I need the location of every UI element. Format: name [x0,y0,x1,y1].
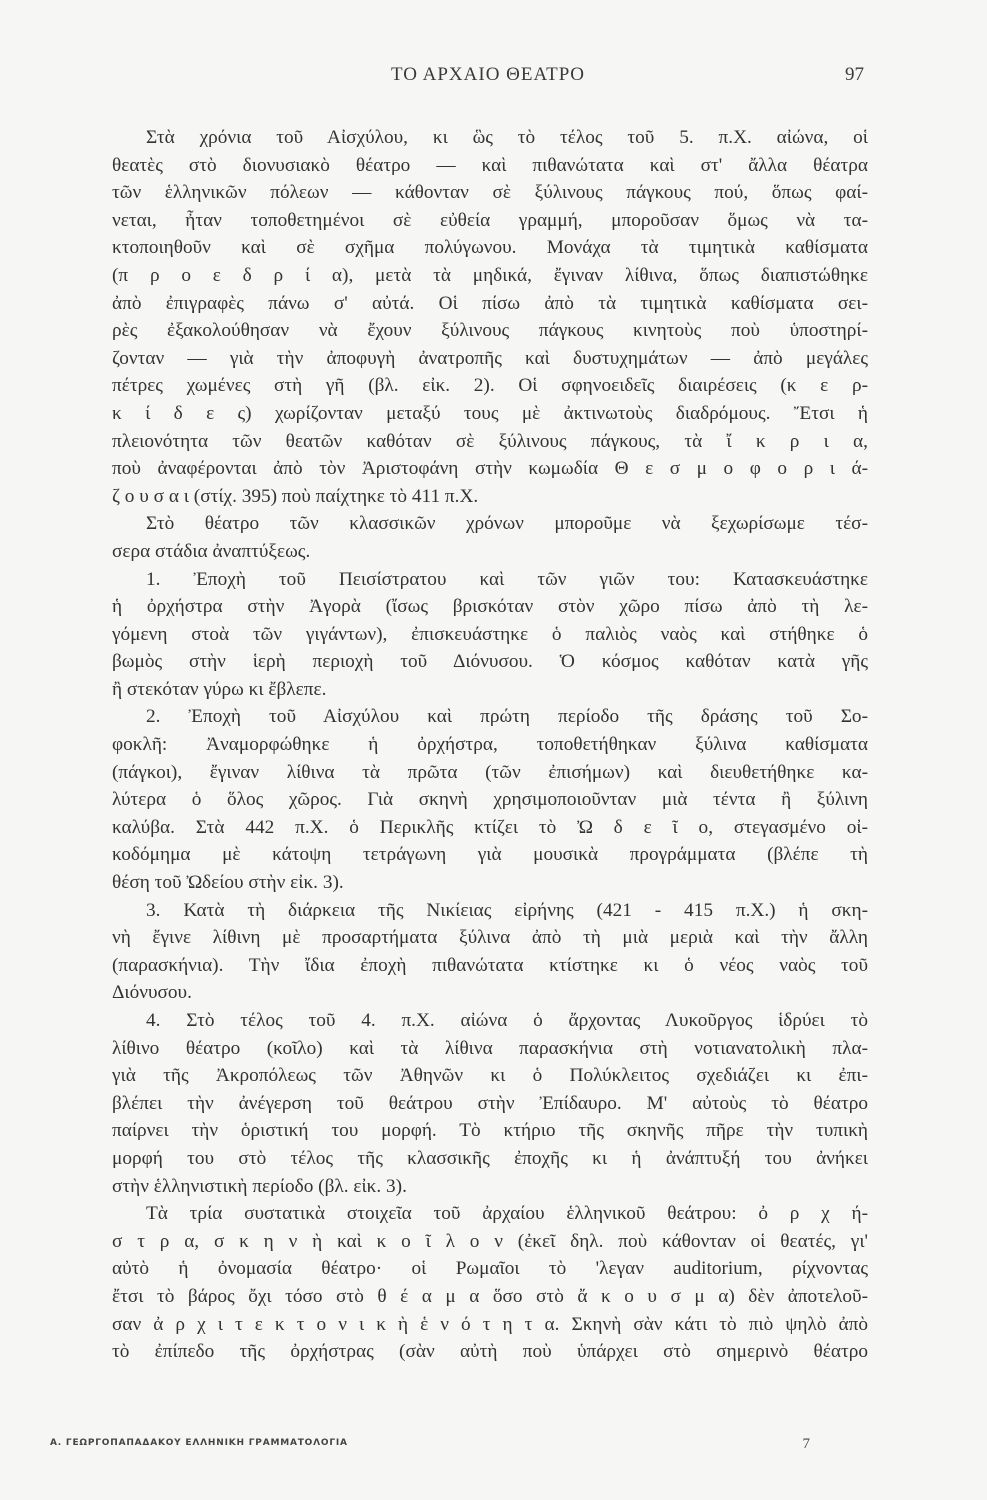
text-line: τῶν ἑλληνικῶν πόλεων — κάθονταν σὲ ξύλινους πάγκους πού, ὅπως φαί- [112,182,868,204]
text-line: κοδόμημα μὲ κάτοψη τετράγωνη γιὰ μουσικὰ προγράμματα (βλέπε τὴ [112,844,868,866]
text-line: 1. Ἐποχὴ τοῦ Πεισίστρατου καὶ τῶν γιῶν του: Κατασκευάστηκε [146,568,868,590]
text-line: πλειονότητα τῶν θεατῶν καθόταν σὲ ξύλινους πάγκους, τὰ ἴ κ ρ ι α, [112,430,868,452]
signature-mark: 7 [802,1436,810,1452]
text-line: Στὰ χρόνια τοῦ Αἰσχύλου, κι ὣς τὸ τέλος τοῦ 5. π.Χ. αἰώνα, οἱ [146,127,868,148]
text-line: τὸ ἐπίπεδο τῆς ὀρχήστρας (σὰν αὐτὴ ποὺ ὑπάρχει στὸ σημερινὸ θέατρο [112,1341,868,1363]
text-line: φοκλῆ: Ἀναμορφώθηκε ἡ ὀρχήστρα, τοποθετήθηκαν ξύλινα καθίσματα [112,734,868,756]
text-line: Τὰ τρία συστατικὰ στοιχεῖα τοῦ ἀρχαίου ἑλληνικοῦ θεάτρου: ὀ ρ χ ή- [146,1203,868,1225]
text-line: γόμενη στοὰ τῶν γιγάντων), ἐπισκευάστηκε ὁ παλιὸς ναὸς καὶ στήθηκε ὁ [112,623,868,645]
text-line: αὐτὸ ἡ ὀνομασία θέατρο· οἱ Ρωμαῖοι τὸ 'λεγαν auditorium, ρίχνοντας [112,1258,868,1280]
text-line: ἢ στεκόταν γύρω κι ἔβλεπε. [112,678,327,700]
text-line: ποὺ ἀναφέρονται ἀπὸ τὸν Ἀριστοφάνη στὴν κωμωδία Θ ε σ μ ο φ ο ρ ι ά- [112,458,868,480]
text-line: Στὸ θέατρο τῶν κλασσικῶν χρόνων μποροῦμε νὰ ξεχωρίσωμε τέσ- [146,513,868,535]
text-line: κτοποιηθοῦν καὶ σὲ σχῆμα πολύγωνου. Μονάχα τὰ τιμητικὰ καθίσματα [112,237,868,259]
text-line: (πάγκοι), ἔγιναν λίθινα τὰ πρῶτα (τῶν ἐπισήμων) καὶ διευθετήθηκε κα- [112,761,868,783]
text-line: βλέπει τὴν ἀνέγερση τοῦ θεάτρου στὴν Ἐπίδαυρο. Μ' αὐτοὺς τὸ θέατρο [112,1092,868,1114]
text-line: 2. Ἐποχὴ τοῦ Αἰσχύλου καὶ πρώτη περίοδο τῆς δράσης τοῦ Σο- [146,706,868,728]
page-footer [50,1436,810,1456]
text-line: (παρασκήνια). Τὴν ἴδια ἐποχὴ πιθανώτατα κτίστηκε κι ὁ νέος ναὸς τοῦ [112,954,868,976]
text-line: 3. Κατὰ τὴ διάρκεια τῆς Νικίειας εἰρήνης (421 - 415 π.Χ.) ἡ σκη- [146,899,868,921]
text-line: πέτρες χωμένες στὴ γῆ (βλ. εἰκ. 2). Οἱ σφηνοειδεῖς διαιρέσεις (κ ε ρ- [112,375,868,397]
text-line: γιὰ τῆς Ἀκροπόλεως τῶν Ἀθηνῶν κι ὁ Πολύκλειτος σχεδιάζει κι ἐπι- [112,1065,868,1087]
text-line: κ ί δ ε ς) χωρίζονταν μεταξύ τους μὲ ἀκτινωτοὺς διαδρόμους. Ἔτσι ἡ [112,402,868,424]
text-line: ἡ ὀρχήστρα στὴν Ἀγορὰ (ἴσως βρισκόταν στὸν χῶρο πίσω ἀπὸ τὴ λε- [112,596,868,618]
text-line: 4. Στὸ τέλος τοῦ 4. π.Χ. αἰώνα ὁ ἄρχοντας Λυκοῦργος ἱδρύει τὸ [146,1010,868,1031]
text-line: ζ ο υ σ α ι (στίχ. 395) ποὺ παίχτηκε τὸ 411 π.Χ. [112,485,479,507]
text-line: σ τ ρ α, σ κ η ν ὴ καὶ κ ο ῖ λ ο ν (ἐκεῖ δηλ. ποὺ κάθονταν οἱ θεατές, γι' [112,1230,868,1252]
text-line: θεατὲς στὸ διονυσιακὸ θέατρο — καὶ πιθανώτατα καὶ στ' ἄλλα θέατρα [112,154,868,176]
text-line: λίθινο θέατρο (κοῖλο) καὶ τὰ λίθινα παρασκήνια στὴ νοτιανατολικὴ πλα- [112,1037,868,1059]
text-line: στὴν ἑλληνιστικὴ περίοδο (βλ. εἰκ. 3). [112,1175,407,1197]
text-line: ἔτσι τὸ βάρος ὄχι τόσο στὸ θ έ α μ α ὅσο στὸ ἄ κ ο υ σ μ α) δὲν ἀποτελοῦ- [112,1285,868,1307]
text-line: ἀπὸ ἐπιγραφὲς πάνω σ' αὐτά. Οἱ πίσω ἀπὸ τὰ τιμητικὰ καθίσματα σει- [112,292,868,314]
text-line: ρὲς ἐξακολούθησαν νὰ ἔχουν ξύλινους πάγκους κινητοὺς ποὺ ὑποστηρί- [112,320,868,342]
text-line: παίρνει τὴν ὁριστική του μορφή. Τὸ κτήριο τῆς σκηνῆς πῆρε τὴν τυπικὴ [112,1120,868,1142]
text-line: σερα στάδια ἀναπτύξεως. [112,540,311,562]
text-line: (π ρ ο ε δ ρ ί α), μετὰ τὰ μηδικά, ἔγιναν λίθινα, ὅπως διαπιστώθηκε [112,264,868,286]
text-line: λύτερα ὁ ὅλος χῶρος. Γιὰ σκηνὴ χρησιμοποιοῦνταν μιὰ τέντα ἢ ξύλινη [112,789,868,811]
text-line: Διόνυσου. [112,982,192,1004]
text-line: σαν ἀ ρ χ ι τ ε κ τ ο ν ι κ ὴ ἑ ν ό τ η τ α. Σκηνὴ σὰν κάτι τὸ πιὸ ψηλὸ ἀπὸ [112,1313,868,1335]
text-line: νεται, ἦταν τοποθετημένοι σὲ εὐθεία γραμμή, μποροῦσαν ὅμως νὰ τα- [112,209,868,231]
text-line: βωμὸς στὴν ἱερὴ περιοχὴ τοῦ Διόνυσου. Ὁ κόσμος καθόταν κατὰ γῆς [112,651,868,673]
page-number: 97 [845,64,864,85]
body-text [112,124,868,1366]
text-line: καλύβα. Στὰ 442 π.Χ. ὁ Περικλῆς κτίζει τὸ Ὠ δ ε ῖ ο, στεγασμένο οἰ- [112,816,868,838]
text-line: νὴ ἔγινε λίθινη μὲ προσαρτήματα ξύλινα ἀπὸ τὴ μιὰ μεριὰ καὶ τὴν ἄλλη [112,927,868,949]
text-line: μορφή του στὸ τέλος τῆς κλασσικῆς ἐποχῆς κι ἡ ἀνάπτυξή του ἀνήκει [112,1147,868,1169]
text-line: ζονταν — γιὰ τὴν ἀποφυγὴ ἀνατροπῆς καὶ δυστυχημάτων — ἀπὸ μεγάλες [112,347,868,369]
text-line: θέση τοῦ Ὠδείου στὴν εἰκ. 3). [112,872,344,894]
running-title: ΤΟ ΑΡΧΑΙΟ ΘΕΑΤΡΟ [390,64,586,85]
footer-imprint: Α. ΓΕΩΡΓΟΠΑΠΑΔΑΚΟΥ ΕΛΛΗΝΙΚΗ ΓΡΑΜΜΑΤΟΛΟΓΙΑ [50,1438,348,1448]
running-head [112,64,864,90]
